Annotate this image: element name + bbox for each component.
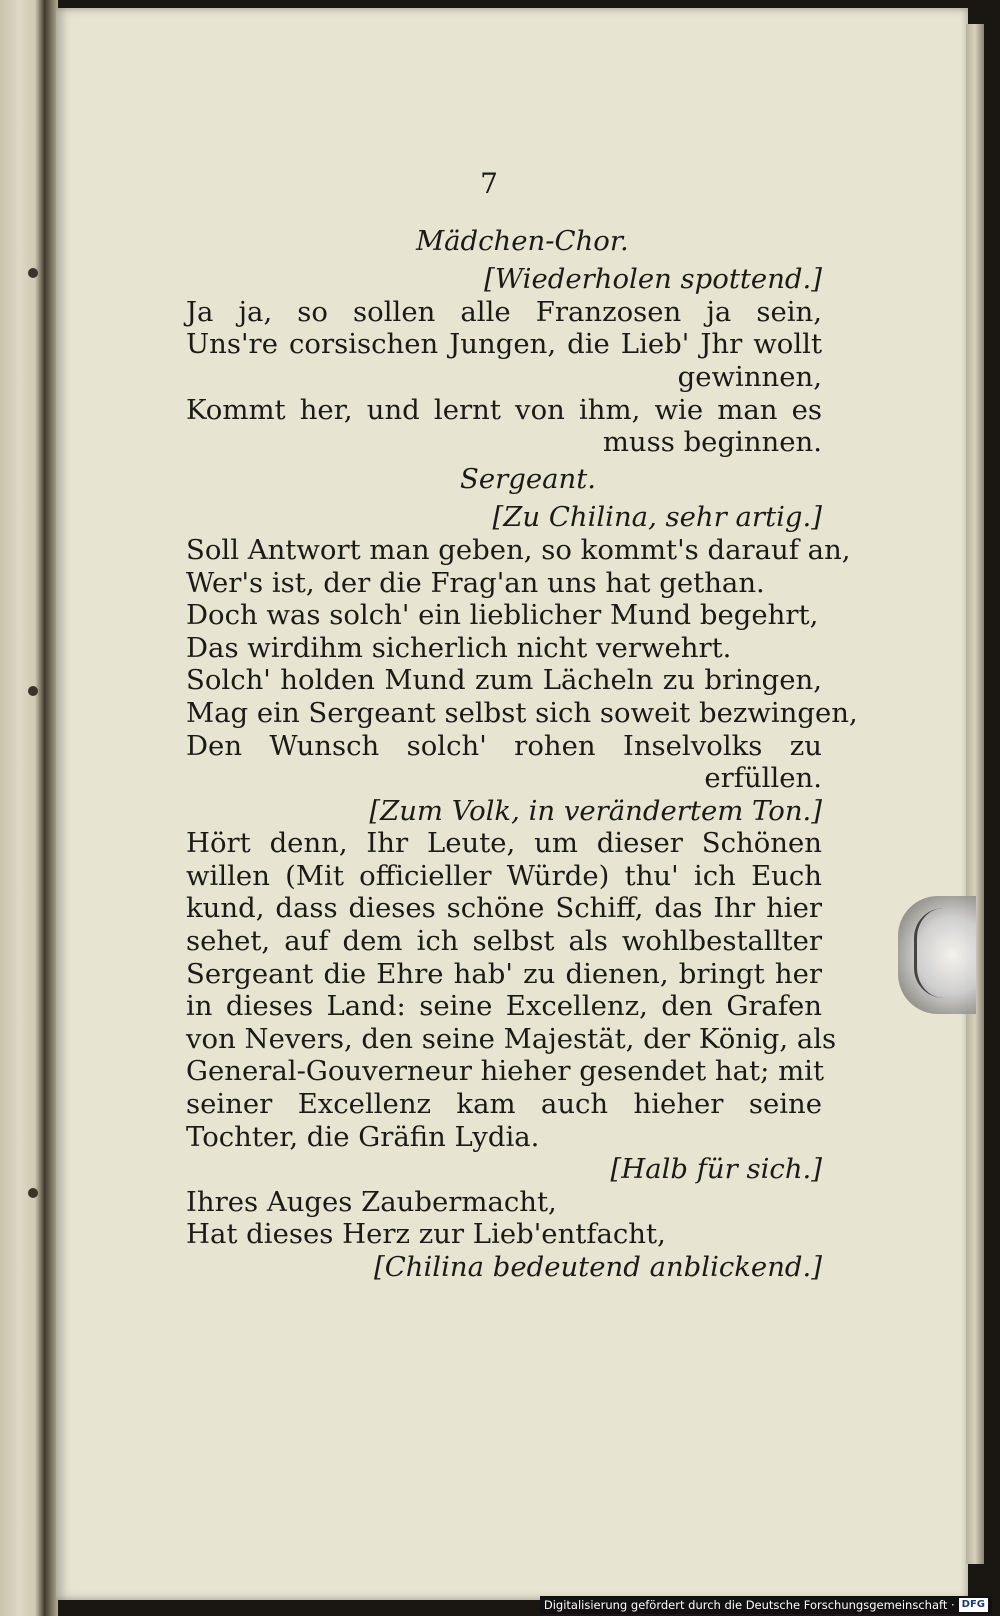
dfg-logo: DFG xyxy=(959,1598,988,1612)
text-line: Hört denn, Ihr Leute, um dieser Schönen xyxy=(186,827,822,860)
text-line: Das wirdihm sicherlich nicht verwehrt. xyxy=(186,631,732,664)
text-line: Uns're corsischen Jungen, die Lieb' Jhr wollt xyxy=(186,328,822,361)
text-line-continuation: muss beginnen. xyxy=(602,426,822,459)
stage-direction: [Halb für sich.] xyxy=(610,1153,822,1186)
text-line: Solch' holden Mund zum Lächeln zu bringen, xyxy=(186,664,822,697)
digitization-footer xyxy=(540,1596,992,1614)
text-line: kund, dass dieses schöne Schiff, das Ihr hier xyxy=(186,892,822,925)
text-line-continuation: erfüllen. xyxy=(704,762,822,795)
text-line: Wer's ist, der die Frag'an uns hat gethan. xyxy=(186,566,765,599)
text-line: Hat dieses Herz zur Lieb'entfacht, xyxy=(186,1218,666,1251)
page-clip xyxy=(898,896,976,1014)
text-line: General-Gouverneur hieher gesendet hat; mit xyxy=(186,1055,825,1088)
footer-text: Digitalisierung gefördert durch die Deutsche Forschungsgemeinschaft · xyxy=(543,1598,955,1612)
stage-direction: [Wiederholen spottend.] xyxy=(484,263,822,296)
speaker-heading: Sergeant. xyxy=(460,462,597,495)
text-line: Den Wunsch solch' rohen Inselvolks zu xyxy=(186,729,822,762)
margin-mark xyxy=(28,1188,38,1198)
text-line: Tochter, die Gräfin Lydia. xyxy=(186,1120,540,1153)
text-line: von Nevers, den seine Majestät, der König, als xyxy=(186,1022,837,1055)
stage-direction: [Chilina bedeutend anblickend.] xyxy=(374,1251,822,1283)
text-line: Soll Antwort man geben, so kommt's darauf an, xyxy=(186,533,851,566)
speaker-heading: Mädchen-Chor. xyxy=(416,224,629,257)
text-line-continuation: gewinnen, xyxy=(677,360,822,393)
text-blocks xyxy=(186,224,858,1284)
stage-direction: [Zu Chilina, sehr artig.] xyxy=(492,501,822,534)
page-stack-edge xyxy=(966,24,984,1564)
text-line: sehet, auf dem ich selbst als wohlbestallter xyxy=(186,925,822,958)
text-line: Mag ein Sergeant selbst sich soweit bezwingen, xyxy=(186,696,858,729)
text-line: willen (Mit officieller Würde) thu' ich Euch xyxy=(186,859,822,892)
page-text xyxy=(186,167,858,1284)
text-line: seiner Excellenz kam auch hieher seine xyxy=(186,1088,822,1121)
text-line: Kommt her, und lernt von ihm, wie man es xyxy=(186,393,822,426)
text-line: Ihres Auges Zaubermacht, xyxy=(186,1185,557,1218)
text-line: Doch was solch' ein lieblicher Mund begehrt, xyxy=(186,599,819,632)
adjacent-page-edge xyxy=(0,0,44,1616)
text-line: Sergeant die Ehre hab' zu dienen, bringt her xyxy=(186,957,822,990)
text-line: in dieses Land: seine Excellenz, den Grafen xyxy=(186,990,822,1023)
page-number: 7 xyxy=(480,167,498,200)
margin-mark xyxy=(28,686,38,696)
text-line: Ja ja, so sollen alle Franzosen ja sein, xyxy=(186,295,822,328)
margin-mark xyxy=(28,268,38,278)
stage-direction: [Zum Volk, in verändertem Ton.] xyxy=(369,794,822,827)
